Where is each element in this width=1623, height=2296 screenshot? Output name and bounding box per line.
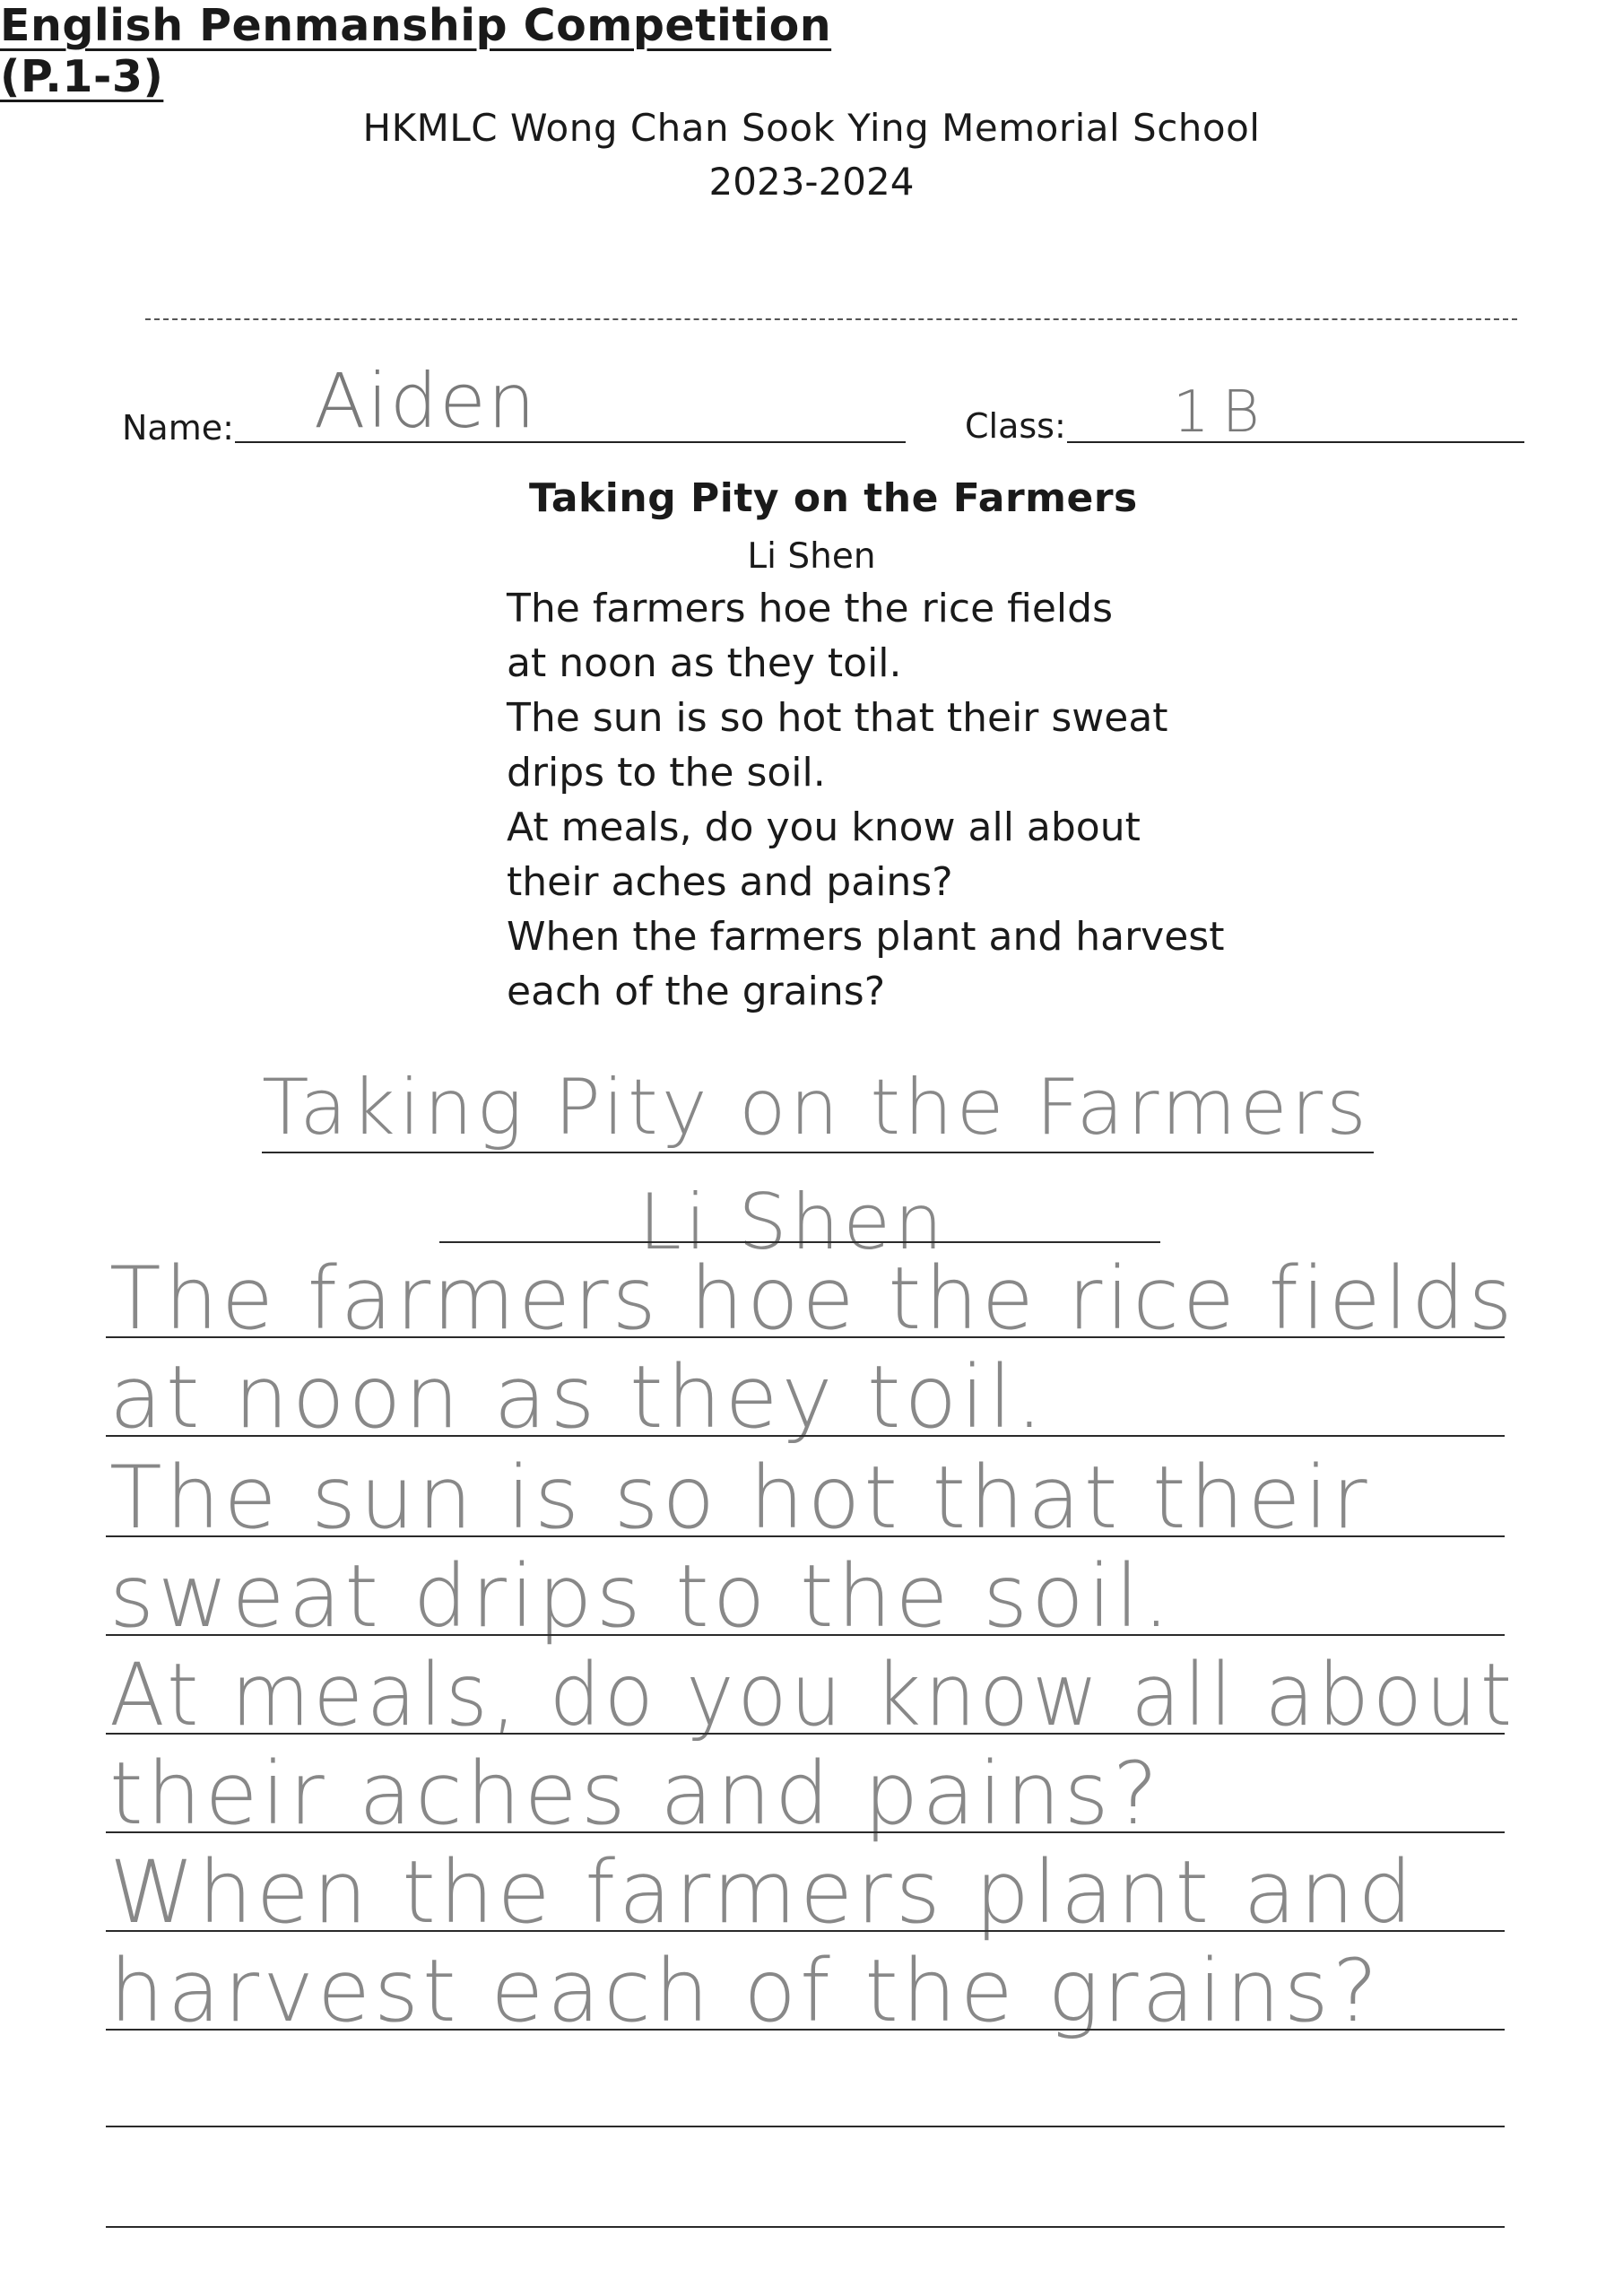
- handwritten-line: At meals, do you know all about: [109, 1645, 1515, 1745]
- poem-line: At meals, do you know all about: [507, 804, 1141, 850]
- writing-rule: [262, 1152, 1374, 1153]
- poem-text: [507, 581, 1224, 1019]
- poem-line: When the farmers plant and harvest: [507, 914, 1225, 960]
- writing-rule: [106, 1831, 1505, 1833]
- writing-rule: [106, 1634, 1505, 1636]
- writing-rule: [439, 1241, 1160, 1243]
- writing-rule: [106, 2126, 1505, 2127]
- poem-line: drips to the soil.: [507, 750, 826, 796]
- poem-line: each of the grains?: [507, 969, 886, 1014]
- writing-rule: [106, 2029, 1505, 2031]
- handwritten-author: Li Shen: [638, 1178, 947, 1267]
- dashed-divider: [145, 318, 1517, 320]
- poem-title: Taking Pity on the Farmers: [529, 475, 1138, 521]
- handwritten-line: When the farmers plant and: [109, 1842, 1417, 1943]
- poem-author: Li Shen: [747, 536, 876, 577]
- poem-line: at noon as they toil.: [507, 640, 902, 686]
- handwritten-line: The farmers hoe the rice fields: [109, 1248, 1516, 1349]
- handwritten-line: sweat drips to the soil.: [109, 1546, 1174, 1647]
- class-underline: [1067, 441, 1524, 443]
- writing-rule: [106, 1535, 1505, 1537]
- handwritten-line: their aches and pains?: [109, 1744, 1162, 1844]
- name-value: Aiden: [314, 357, 538, 445]
- handwritten-line: harvest each of the grains?: [109, 1941, 1382, 2041]
- poem-line: The farmers hoe the rice fields: [507, 586, 1114, 631]
- handwritten-line: The sun is so hot that their: [109, 1448, 1371, 1548]
- poem-line: The sun is so hot that their sweat: [507, 695, 1168, 741]
- class-label: Class:: [965, 406, 1066, 446]
- writing-rule: [106, 2226, 1505, 2228]
- name-label: Name:: [122, 408, 234, 448]
- handwritten-line: at noon as they toil.: [109, 1347, 1047, 1448]
- competition-title: English Penmanship Competition (P.1-3): [0, 0, 832, 102]
- handwritten-title: Taking Pity on the Farmers: [262, 1063, 1370, 1152]
- writing-rule: [106, 1733, 1505, 1735]
- writing-rule: [106, 1930, 1505, 1932]
- writing-rule: [106, 1336, 1505, 1338]
- poem-line: their aches and pains?: [507, 859, 953, 905]
- school-name: HKMLC Wong Chan Sook Ying Memorial School: [362, 106, 1261, 150]
- writing-rule: [106, 1435, 1505, 1437]
- class-value: 1B: [1173, 379, 1272, 446]
- school-year: 2023-2024: [708, 160, 915, 204]
